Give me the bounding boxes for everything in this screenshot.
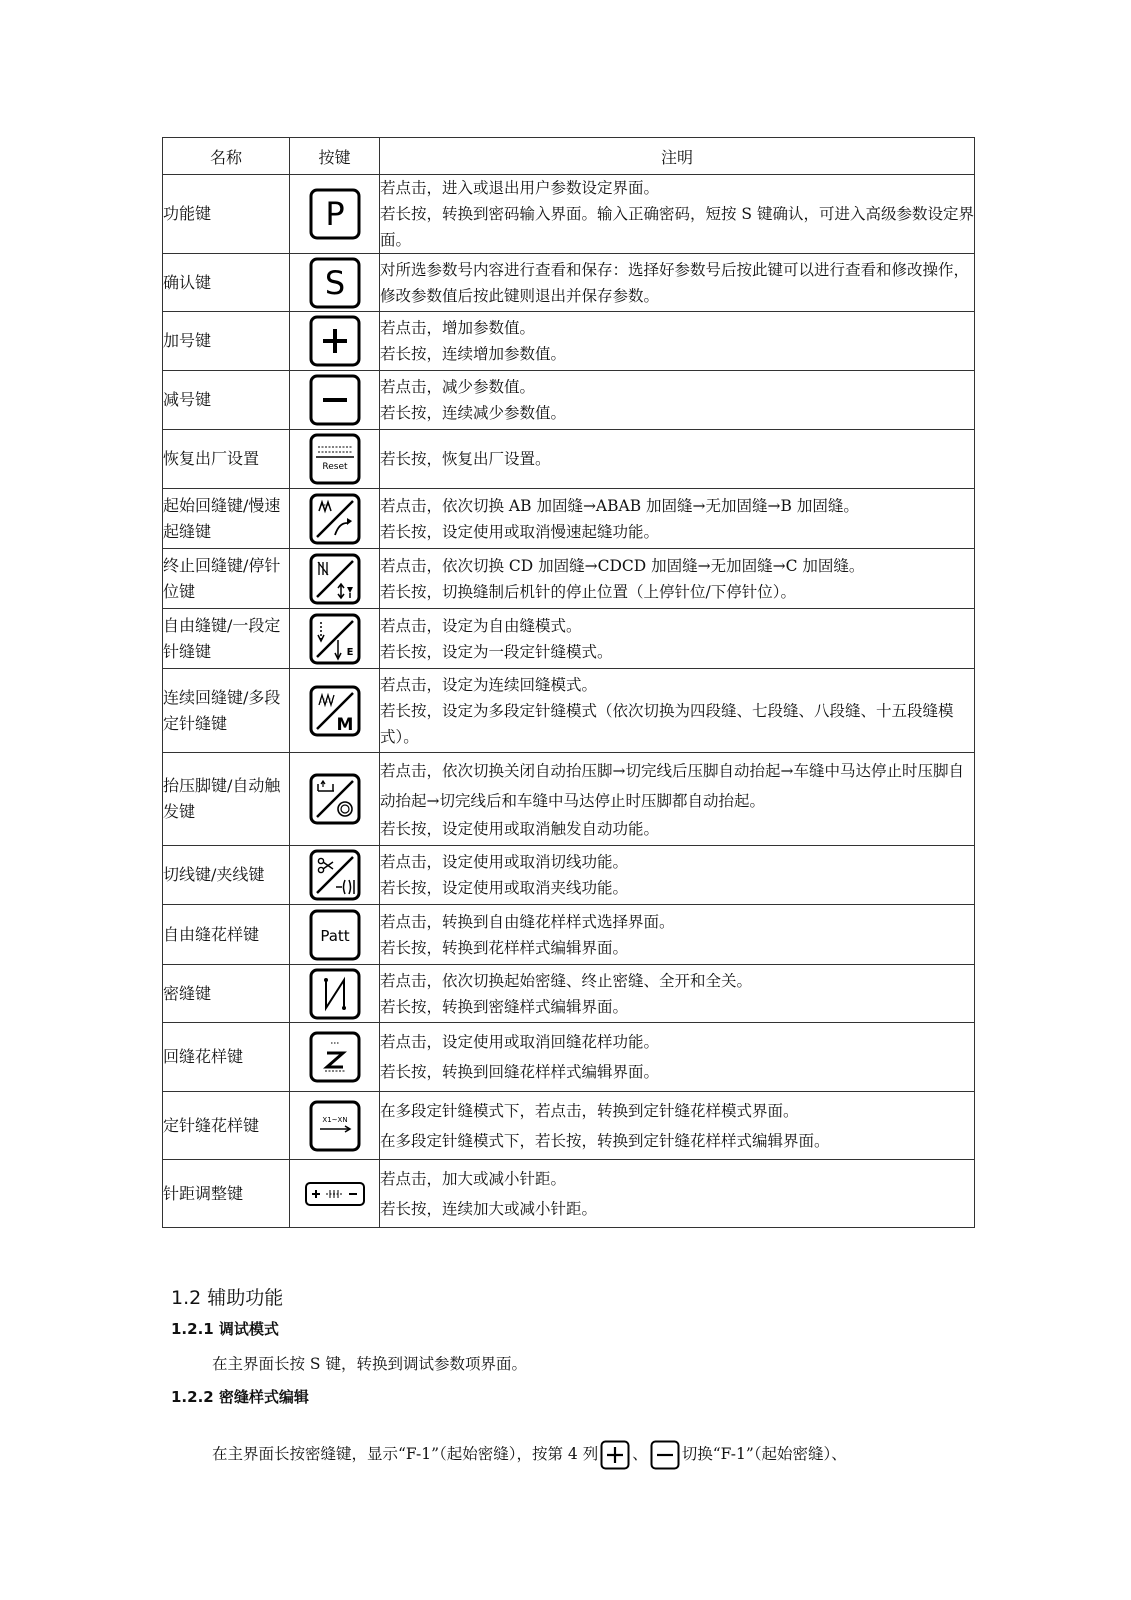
note-line: 若点击，依次切换起始密缝、终止密缝、全开和全关。 [380, 971, 753, 990]
key-function-table [162, 137, 975, 1228]
note-line: 若长按，设定使用或取消触发自动功能。 [380, 820, 660, 838]
s-key-glyph: S [324, 263, 345, 302]
patt-key-icon [309, 909, 361, 961]
table-row [163, 1023, 975, 1092]
note-line: 若长按，切换缝制后机针的停止位置（上停针位/下停针位）。 [380, 582, 796, 601]
key-icon-cell [290, 175, 380, 254]
plus-key-icon [309, 315, 361, 367]
key-icon-cell [290, 254, 380, 312]
note-line: 若点击，依次切换 AB 加固缝→ABAB 加固缝→无加固缝→B 加固缝。 [380, 496, 859, 515]
key-note [380, 753, 975, 846]
note-line: 若点击，设定为自由缝模式。 [380, 616, 582, 635]
table-row [163, 669, 975, 753]
key-icon-cell [290, 1160, 380, 1228]
key-note [380, 965, 975, 1023]
note-line: 对所选参数号内容进行查看和保存：选择好参数号后按此键可以进行查看和修改操作，修改参数值后按此键则退出并保存参数。 [380, 260, 970, 305]
key-note [380, 1023, 975, 1092]
note-line: 若长按，恢复出厂设置。 [380, 450, 551, 468]
key-name: 功能键 [163, 175, 290, 254]
key-note [380, 371, 975, 430]
note-line: 若点击，加大或减小针距。 [380, 1169, 567, 1188]
paragraph-text: 在主界面长按密缝键，显示“F-1”（起始密缝），按第 4 列 [212, 1445, 599, 1463]
note-line: 若点击，进入或退出用户参数设定界面。 [380, 179, 660, 197]
key-icon-cell [290, 753, 380, 846]
key-note [380, 905, 975, 965]
key-name: 自由缝键/一段定针缝键 [163, 609, 290, 669]
key-icon-cell [290, 609, 380, 669]
key-note [380, 489, 975, 549]
table-row [163, 1160, 975, 1228]
fixed-stitch-key-glyph: X1~XN [321, 1115, 348, 1124]
subsection-heading: 1.2.2 密缝样式编辑 [171, 1388, 309, 1406]
note-line: 若点击，依次切换 CD 加固缝→CDCD 加固缝→无加固缝→C 加固缝。 [380, 556, 865, 575]
table-row [163, 1092, 975, 1160]
note-line: 若点击，依次切换关闭自动抬压脚→切完线后压脚自动抬起→车缝中马达停止时压脚自动抬起→切完线后和车缝中马达停止时压脚都自动抬起。 [380, 762, 964, 810]
plus-key-icon [600, 1440, 630, 1470]
note-line: 在多段定针缝模式下，若点击，转换到定针缝花样模式界面。 [380, 1101, 799, 1120]
note-line: 若长按，转换到花样样式编辑界面。 [380, 938, 629, 957]
key-note [380, 1160, 975, 1228]
key-name: 连续回缝键/多段定针缝键 [163, 669, 290, 753]
s-key-icon [309, 257, 361, 309]
thread-trim-key-icon [309, 849, 361, 901]
note-line: 若长按，连续加大或减小针距。 [380, 1199, 598, 1218]
key-name: 恢复出厂设置 [163, 430, 290, 489]
note-line: 若长按，设定使用或取消夹线功能。 [380, 879, 629, 897]
key-name: 抬压脚键/自动触发键 [163, 753, 290, 846]
key-note [380, 1092, 975, 1160]
table-row [163, 430, 975, 489]
key-name: 加号键 [163, 312, 290, 371]
key-icon-cell [290, 669, 380, 753]
key-icon-cell [290, 1092, 380, 1160]
header-name: 名称 [163, 138, 290, 175]
section-heading: 1.2 辅助功能 [171, 1287, 284, 1309]
key-name: 针距调整键 [163, 1160, 290, 1228]
table-header-row [163, 138, 975, 175]
subsection-heading: 1.2.1 调试模式 [171, 1320, 279, 1338]
table-row [163, 609, 975, 669]
reset-key-glyph: Reset [321, 462, 348, 472]
key-icon-cell [290, 549, 380, 609]
table-row [163, 175, 975, 254]
multi-section-key-icon [309, 685, 361, 737]
multi-section-key-glyph: M [336, 714, 353, 735]
table-row [163, 489, 975, 549]
note-line: 若点击，设定为连续回缝模式。 [380, 675, 598, 694]
header-key: 按键 [290, 138, 380, 175]
note-line: 若点击，增加参数值。 [380, 319, 536, 337]
key-note [380, 549, 975, 609]
p-key-icon [309, 188, 361, 240]
minus-key-icon [650, 1440, 680, 1470]
note-line: 若长按，转换到密码输入界面。输入正确密码，短按 S 键确认，可进入高级参数设定界面。 [380, 205, 974, 249]
minus-key-icon [309, 374, 361, 426]
free-sew-key-icon [309, 613, 361, 665]
key-name: 定针缝花样键 [163, 1092, 290, 1160]
table-row [163, 905, 975, 965]
key-note [380, 430, 975, 489]
note-line: 若长按，转换到密缝样式编辑界面。 [380, 997, 629, 1016]
header-note: 注明 [380, 138, 975, 175]
table-row [163, 753, 975, 846]
note-line: 若长按，连续减少参数值。 [380, 404, 567, 422]
table-row [163, 312, 975, 371]
note-line: 若点击，转换到自由缝花样样式选择界面。 [380, 912, 675, 931]
paragraph: 在主界面长按 S 键，转换到调试参数项界面。 [212, 1355, 527, 1373]
table-row [163, 846, 975, 905]
key-note [380, 609, 975, 669]
key-note [380, 254, 975, 312]
presser-foot-key-icon [309, 773, 361, 825]
separator: 、 [632, 1445, 648, 1463]
paragraph [212, 1440, 847, 1470]
key-icon-cell [290, 1023, 380, 1092]
table-row [163, 254, 975, 312]
note-line: 若长按，设定为一段定针缝模式。 [380, 642, 613, 661]
condensed-stitch-key-icon [309, 968, 361, 1020]
reset-key-icon [309, 433, 361, 485]
paragraph-text: 切换“F-1”（起始密缝）、 [681, 1445, 847, 1463]
key-note [380, 669, 975, 753]
end-backtack-key-icon [309, 553, 361, 605]
fixed-stitch-pattern-key-icon [309, 1100, 361, 1152]
key-note [380, 175, 975, 254]
free-sew-key-glyph: E [346, 646, 353, 658]
key-name: 减号键 [163, 371, 290, 430]
p-key-glyph: P [324, 195, 345, 233]
note-line: 在多段定针缝模式下，若长按，转换到定针缝花样样式编辑界面。 [380, 1131, 830, 1150]
key-note [380, 846, 975, 905]
key-name: 自由缝花样键 [163, 905, 290, 965]
start-backtack-key-icon [309, 493, 361, 545]
key-name: 终止回缝键/停针位键 [163, 549, 290, 609]
key-name: 密缝键 [163, 965, 290, 1023]
note-line: 若长按，连续增加参数值。 [380, 345, 567, 363]
backtack-pattern-key-icon [309, 1031, 361, 1083]
key-icon-cell [290, 371, 380, 430]
key-icon-cell [290, 965, 380, 1023]
key-note [380, 312, 975, 371]
key-icon-cell [290, 312, 380, 371]
key-icon-cell [290, 905, 380, 965]
table-row [163, 549, 975, 609]
key-name: 切线键/夹线键 [163, 846, 290, 905]
key-icon-cell [290, 846, 380, 905]
note-line: 若点击，设定使用或取消切线功能。 [380, 853, 629, 871]
note-line: 若长按，设定使用或取消慢速起缝功能。 [380, 522, 660, 541]
note-line: 若长按，设定为多段定针缝模式（依次切换为四段缝、七段缝、八段缝、十五段缝模式）。 [380, 701, 954, 746]
key-name: 回缝花样键 [163, 1023, 290, 1092]
note-line: 若点击，减少参数值。 [380, 378, 536, 396]
stitch-length-key-icon [304, 1181, 366, 1207]
key-name: 起始回缝键/慢速起缝键 [163, 489, 290, 549]
note-line: 若长按，转换到回缝花样样式编辑界面。 [380, 1063, 660, 1081]
key-icon-cell [290, 430, 380, 489]
table-row [163, 371, 975, 430]
key-name: 确认键 [163, 254, 290, 312]
patt-key-glyph: Patt [319, 926, 350, 945]
table-row [163, 965, 975, 1023]
note-line: 若点击，设定使用或取消回缝花样功能。 [380, 1033, 660, 1051]
key-icon-cell [290, 489, 380, 549]
